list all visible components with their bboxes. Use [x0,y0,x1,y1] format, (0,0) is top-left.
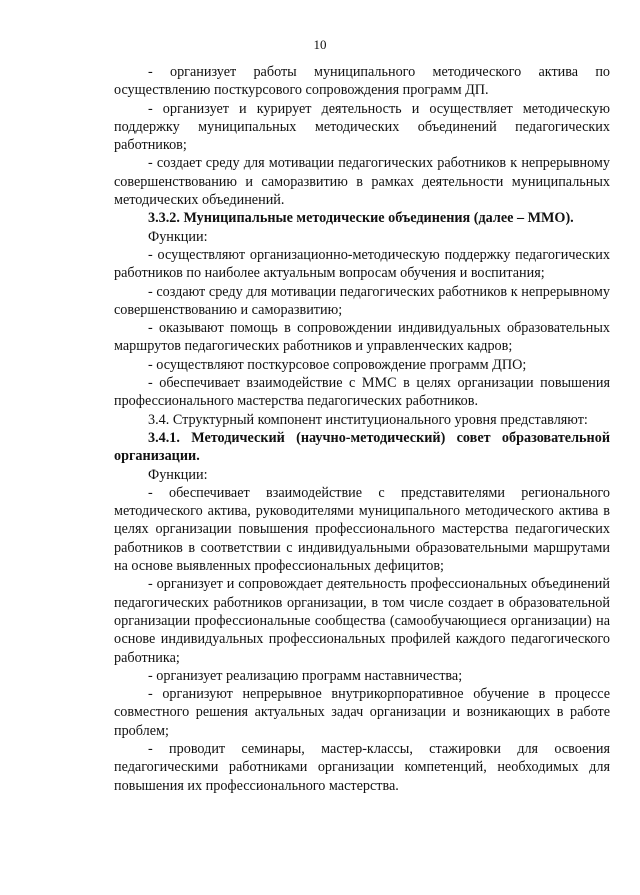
paragraph: - осуществляют посткурсовое сопровождение программ ДПО; [148,356,527,373]
document-body [114,63,610,795]
paragraph: 3.4. Структурный компонент институционального уровня представляют: [148,411,588,428]
functions-label: Функции: [148,228,208,245]
paragraph: - организует работы муниципального методического актива по осуществлению посткурсового сопровождения программ ДП. [114,64,610,99]
paragraph: - организует реализацию программ наставничества; [148,667,463,684]
section-heading: 3.4.1. Методический (научно-методический) совет образовательной организации. [114,429,610,465]
paragraph: - обеспечивает взаимодействие с ММС в целях организации повышения профессионального мастерства педагогических работников. [114,375,610,410]
paragraph: - организует и сопровождает деятельность профессиональных объединений педагогических работников организации, в том числе создает в образовательной организации профессиональные сообщества (самообучающиеся организации) на основе индивидуальных профессиональных профилей каждого педагогического работника; [114,576,610,666]
paragraph: - осуществляют организационно-методическую поддержку педагогических работников по наиболее актуальным вопросам обучения и воспитания; [114,246,610,282]
page-number: 10 [313,37,327,52]
paragraph: - оказывают помощь в сопровождении индивидуальных образовательных маршрутов педагогических работников и управленческих кадров; [114,320,610,355]
paragraph: - создают среду для мотивации педагогических работников к непрерывному совершенствованию и саморазвитию; [114,283,610,318]
paragraph: - организуют непрерывное внутрикорпоративное обучение в процессе совместного решения актуальных задач организации и возникающих в работе проблем; [114,686,610,739]
section-heading: 3.3.2. Муниципальные методические объединения (далее – ММО). [148,210,574,227]
paragraph: - обеспечивает взаимодействие с представителями регионального методического актива, руководителями муниципального методического актива в целях организации повышения профессионального мастерства педагогических работников в соответствии с индивидуальными образовательными маршрутами на основе выявленных профессиональных дефицитов; [114,484,610,575]
functions-label: Функции: [148,466,208,483]
paragraph: - организует и курирует деятельность и осуществляет методическую поддержку муниципальных методических объединений педагогических работников; [114,100,610,154]
paragraph: - проводит семинары, мастер-классы, стажировки для освоения педагогическими работниками организации компетенций, необходимых для повышения их профессионального мастерства. [114,740,610,794]
paragraph: - создает среду для мотивации педагогических работников к непрерывному совершенствованию и саморазвитию в рамках деятельности муниципальных методических объединений. [114,155,610,209]
